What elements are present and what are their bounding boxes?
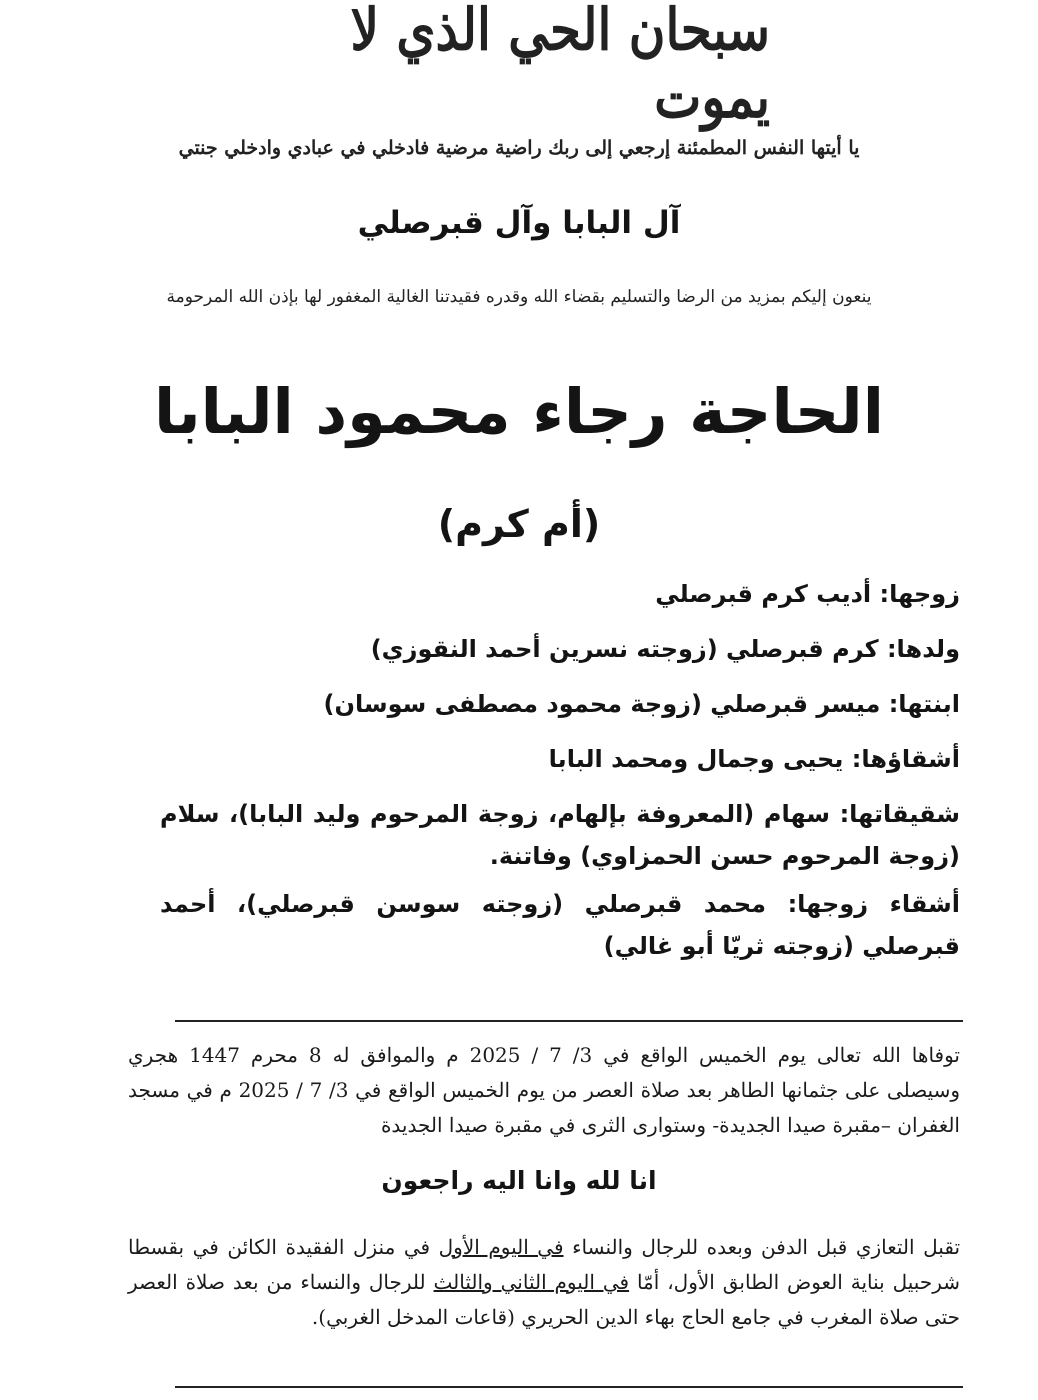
divider-top: [175, 1020, 963, 1022]
quran-verse: يا أيتها النفس المطمئنة إرجعي إلى ربك راضية مرضية فادخلي في عبادي وادخلي جنتي: [178, 137, 860, 159]
deceased-name: الحاجة رجاء محمود البابا: [154, 375, 884, 448]
relative-husband-brothers: أشقاء زوجها: محمد قبرصلي (زوجته سوسن قبرصلي)، أحمد قبرصلي (زوجته ثريّا أبو غالي): [160, 890, 960, 960]
families-title: آل البابا وآل قبرصلي: [357, 205, 681, 241]
relative-daughter: ابنتها: ميسر قبرصلي (زوجة محمود مصطفى سوسان): [323, 690, 960, 718]
announcement-text: ينعون إليكم بمزيد من الرضا والتسليم بقضاء الله وقدره فقيدتنا الغالية المغفور لها بإذن الله المرحومة: [166, 287, 872, 307]
condolences-part-1: تقبل التعازي قبل الدفن وبعده للرجال والنساء: [563, 1235, 961, 1259]
relative-brothers: أشقاؤها: يحيى وجمال ومحمد البابا: [548, 745, 960, 773]
divider-bottom: [175, 1386, 963, 1388]
death-notice: توفاها الله تعالى يوم الخميس الواقع في 3/ 7 / 2025 م والموافق له 8 محرم 1447 هجري وسيصلى على جثمانها الطاهر بعد صلاة العصر من يوم الخميس الواقع في 3/ 7 / 2025 م في مسجد الغفران –مقبرة صيدا الجديدة- وستوارى الثرى في مقبرة صيدا الجديدة: [128, 1043, 961, 1137]
condolences-part-2: في منزل الفقيدة الكائن في بقسطا شرحبيل بناية العوض الطابق الأول، أمّا: [128, 1235, 960, 1294]
relatives-list: [160, 573, 960, 980]
relative-sisters: شقيقاتها: سهام (المعروفة بإلهام، زوجة المرحوم وليد البابا)، سلام (زوجة المرحوم حسن الحمزاوي) وفاتنة.: [160, 800, 960, 870]
relative-husband: زوجها: أديب كرم قبرصلي: [655, 580, 960, 608]
condolences-day-one: في اليوم الأول: [438, 1235, 564, 1259]
calligraphy-header: سبحان الحي الذي لا يموت: [350, 0, 770, 131]
condolences-part-3: للرجال والنساء من بعد صلاة العصر حتى صلاة المغرب في جامع الحاج بهاء الدين الحريري (قاعات المدخل الغربي).: [128, 1270, 960, 1329]
relative-son: ولدها: كرم قبرصلي (زوجته نسرين أحمد النقوزي): [370, 635, 960, 663]
condolences-text: [128, 1230, 960, 1335]
inna-lillah-quote: انا لله وانا اليه راجعون: [381, 1166, 657, 1195]
deceased-kunya: (أم كرم): [437, 502, 601, 546]
condolences-days-two-three: في اليوم الثاني والثالث: [433, 1270, 630, 1294]
